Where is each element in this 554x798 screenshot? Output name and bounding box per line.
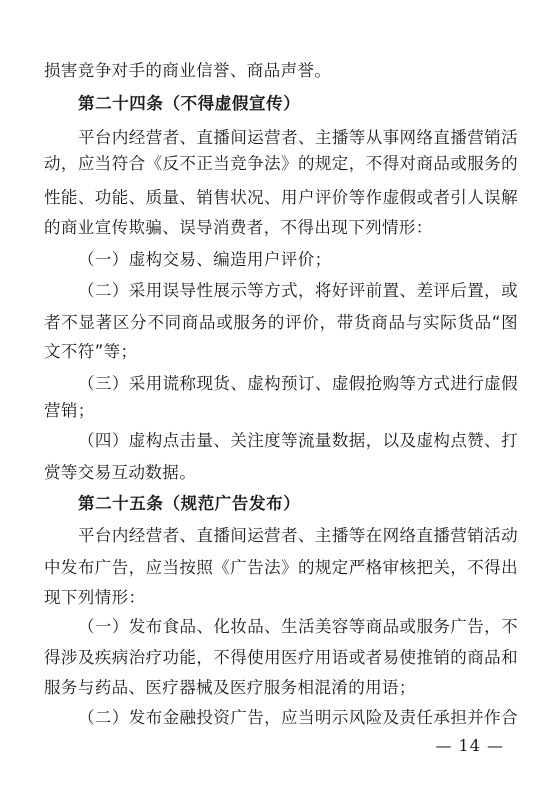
text-line: 现下列情形： bbox=[44, 588, 146, 607]
list-item: （三）采用谎称现货、虚构预订、虚假抢购等方式进行虚假 bbox=[78, 374, 518, 393]
text-line: 得涉及疾病治疗功能，不得使用医疗用语或者易使推销的商品和 bbox=[44, 648, 518, 667]
article-heading: 第二十五条（规范广告发布） bbox=[78, 494, 301, 513]
text-line: 平台内经营者、直播间运营者、主播等从事网络直播营销活 bbox=[78, 128, 518, 147]
list-item: （二）发布金融投资广告，应当明示风险及责任承担并作合 bbox=[78, 708, 518, 727]
text-line: 文不符”等； bbox=[44, 342, 138, 361]
list-item: （四）虚构点击量、关注度等流量数据，以及虚构点赞、打 bbox=[78, 431, 518, 450]
text-line: 的商业宣传欺骗、误导消费者，不得出现下列情形： bbox=[44, 218, 433, 237]
page-number: — 14 — bbox=[435, 736, 504, 755]
text-line: 损害竞争对手的商业信誉、商品声誉。 bbox=[44, 61, 332, 80]
list-item: （二）采用误导性展示等方式，将好评前置、差评后置，或 bbox=[78, 281, 518, 300]
text-line: 营销； bbox=[44, 401, 95, 420]
list-item: （一）发布食品、化妆品、生活美容等商品或服务广告，不 bbox=[78, 617, 518, 636]
text-line: 赏等交易互动数据。 bbox=[44, 463, 197, 482]
text-line: 性能、功能、质量、销售状况、用户评价等作虚假或者引人误解 bbox=[44, 188, 518, 207]
text-line: 服务与药品、医疗器械及医疗服务相混淆的用语； bbox=[44, 678, 416, 697]
list-item: （一）虚构交易、编造用户评价； bbox=[78, 250, 332, 269]
text-line: 者不显著区分不同商品或服务的评价，带货商品与实际货品“图 bbox=[44, 313, 518, 332]
article-heading: 第二十四条（不得虚假宣传） bbox=[78, 94, 301, 113]
text-line: 动，应当符合《反不正当竞争法》的规定，不得对商品或服务的 bbox=[44, 154, 518, 173]
text-line: 中发布广告，应当按照《广告法》的规定严格审核把关，不得出 bbox=[44, 558, 518, 577]
text-line: 平台内经营者、直播间运营者、主播等在网络直播营销活动 bbox=[78, 526, 518, 545]
